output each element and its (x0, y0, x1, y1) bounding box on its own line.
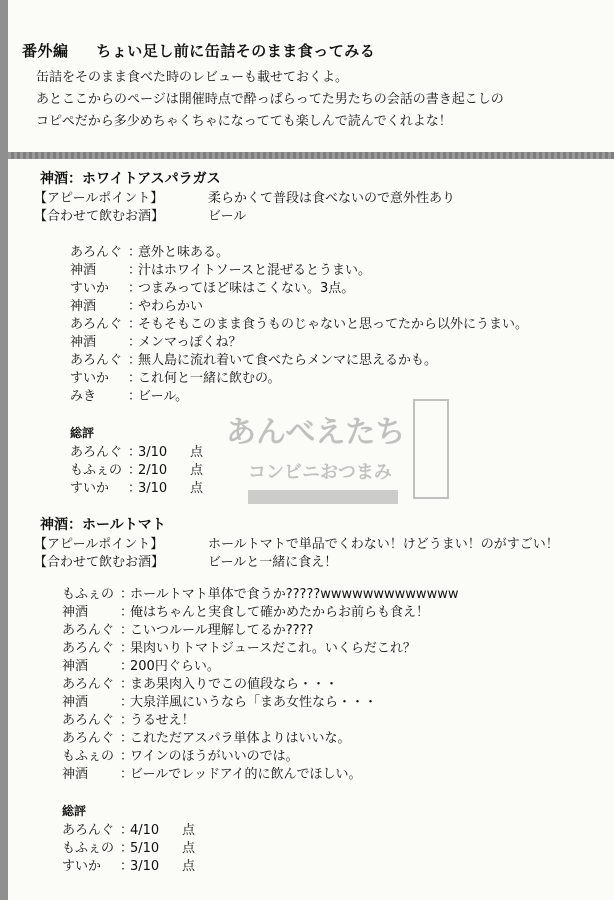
dialog-line (62, 586, 600, 604)
dialog-text: 大泉洋風にいうなら「まあ女性なら・・・ (130, 695, 378, 710)
dialog-text: 意外と味ある。 (138, 245, 230, 260)
intro-text (22, 67, 602, 133)
dialog-text: 200円ぐらい。 (130, 659, 220, 674)
intro-line: 缶詰をそのまま食べた時のレビューも載せておくよ。 (36, 70, 349, 85)
colon: ： (128, 335, 142, 350)
dialog-list (70, 244, 600, 406)
speaker-name: すいか (70, 371, 110, 386)
speaker-name: 神酒 (62, 605, 89, 620)
speaker-name: あろんぐ (62, 731, 115, 746)
dialog-line (62, 676, 600, 694)
drink-value: ビールと一緒に食え！ (208, 555, 338, 570)
title-text: ちょい足し前に缶詰そのまま食ってみる (96, 42, 376, 60)
dialog-line (62, 730, 600, 748)
colon: ： (128, 299, 142, 314)
speaker-name: もふぇの (62, 749, 115, 764)
header-section (22, 40, 602, 144)
dialog-line (62, 694, 600, 712)
score-title: 総評 (62, 804, 87, 818)
dialog-text: これ何と一緒に飲むの。 (138, 371, 281, 386)
score-unit: 点 (182, 823, 196, 838)
score-unit: 点 (190, 481, 204, 496)
speaker-name: もふぇの (62, 841, 115, 856)
speaker-name: すいか (62, 859, 102, 874)
dialog-text: 汁はホワイトソースと混ぜるとうまい。 (138, 263, 371, 278)
dialog-line (62, 748, 600, 766)
dialog-line (70, 352, 600, 370)
section-title: 神酒：ホールトマト (40, 517, 166, 533)
colon: ： (128, 445, 142, 460)
score-block (62, 802, 600, 876)
appeal-value: 柔らかくて普段は食べないので意外性あり (208, 191, 456, 206)
score-list (62, 822, 600, 876)
dialog-line (62, 640, 600, 658)
dialog-text: まあ果肉入りでこの値段なら・・・ (130, 677, 339, 692)
intro-line: あとここからのページは開催時点で酔っぱらってた男たちの会話の書き起こしの (36, 92, 504, 107)
dialog-text: つまみってほど味はこくない。3点。 (138, 281, 355, 296)
appeal-block (34, 536, 600, 572)
score-title: 総評 (70, 426, 95, 440)
score-row (70, 444, 600, 462)
drink-label: 【合わせて飲むお酒】 (34, 209, 165, 224)
dialog-text: メンマっぽくね？ (138, 335, 242, 350)
speaker-name: すいか (70, 481, 110, 496)
colon: ： (120, 587, 134, 602)
dialog-text: ワインのほうがいいのでは。 (130, 749, 299, 764)
dialog-line (70, 262, 600, 280)
dialog-text: 無人島に流れ着いて食べたらメンマに思えるかも。 (138, 353, 438, 368)
speaker-name: あろんぐ (62, 677, 115, 692)
stamp-logo-text: あんべえたち (226, 415, 406, 450)
score-row (62, 840, 600, 858)
dialog-text: ビールでレッドアイ的に飲んでほしい。 (130, 767, 362, 782)
speaker-name: 神酒 (70, 299, 97, 314)
dialog-line (62, 604, 600, 622)
colon: ： (128, 245, 142, 260)
colon: ： (128, 371, 142, 386)
dialog-line (70, 370, 600, 388)
dialog-list (62, 586, 600, 784)
speaker-name: 神酒 (70, 335, 97, 350)
colon: ： (120, 695, 134, 710)
speaker-name: 神酒 (62, 659, 89, 674)
speaker-name: あろんぐ (62, 823, 115, 838)
dialog-line (70, 316, 600, 334)
colon: ： (128, 389, 142, 404)
page-title (22, 40, 602, 61)
dialog-line (70, 298, 600, 316)
dialog-text: 俺はちゃんと実食して確かめたからお前らも食え！ (130, 605, 430, 620)
review-section-asparagus (30, 168, 600, 498)
score-unit: 点 (190, 445, 204, 460)
dialog-text: うるせえ！ (130, 713, 195, 728)
score-unit: 点 (190, 463, 204, 478)
speaker-name: あろんぐ (62, 623, 115, 638)
drink-label: 【合わせて飲むお酒】 (34, 555, 165, 570)
speaker-name: みき (70, 389, 97, 404)
colon: ： (128, 463, 142, 478)
document-page (8, 0, 614, 900)
colon: ： (120, 623, 134, 638)
dialog-line (70, 388, 600, 406)
appeal-label: 【アピールポイント】 (34, 191, 164, 206)
colon: ： (120, 823, 134, 838)
speaker-name: あろんぐ (70, 245, 123, 260)
review-section-tomato (30, 514, 600, 876)
speaker-name: 神酒 (62, 695, 89, 710)
colon: ： (120, 605, 134, 620)
colon: ： (120, 659, 134, 674)
colon: ： (120, 841, 134, 856)
speaker-name: 神酒 (70, 263, 97, 278)
colon: ： (120, 749, 134, 764)
score-block (70, 424, 600, 498)
dialog-line (62, 658, 600, 676)
score-value: 4/10 (130, 823, 160, 838)
appeal-label: 【アピールポイント】 (34, 537, 164, 552)
score-value: 3/10 (138, 445, 168, 460)
score-value: 5/10 (130, 841, 160, 856)
score-row (70, 462, 600, 480)
dialog-text: 果肉いりトマトジュースだこれ。いくらだこれ？ (130, 641, 416, 656)
stamp-subtitle: コンビニおつまみ (248, 462, 392, 483)
drink-value: ビール (208, 209, 247, 224)
colon: ： (120, 713, 134, 728)
score-value: 3/10 (130, 859, 160, 874)
dialog-line (62, 712, 600, 730)
colon: ： (128, 353, 142, 368)
dialog-text: ビール。 (138, 389, 189, 404)
score-value: 2/10 (138, 463, 168, 478)
colon: ： (128, 281, 142, 296)
colon: ： (120, 859, 134, 874)
appeal-block (34, 190, 600, 226)
section-title: 神酒：ホワイトアスパラガス (40, 171, 221, 187)
dialog-text: ホールトマト単体で食うか?????wwwwwwwwwwwww (130, 587, 459, 602)
colon: ： (128, 263, 142, 278)
score-unit: 点 (182, 859, 196, 874)
speaker-name: 神酒 (62, 767, 89, 782)
score-row (70, 480, 600, 498)
title-tag: 番外編 (22, 42, 69, 60)
score-row (62, 822, 600, 840)
colon: ： (120, 767, 134, 782)
dialog-line (70, 334, 600, 352)
colon: ： (120, 677, 134, 692)
dialog-line (70, 244, 600, 262)
speaker-name: あろんぐ (70, 317, 123, 332)
speaker-name: あろんぐ (70, 353, 123, 368)
intro-line: コピペだから多少めちゃくちゃになってても楽しんで読んでくれよな！ (36, 114, 452, 129)
score-unit: 点 (182, 841, 196, 856)
speaker-name: あろんぐ (70, 445, 123, 460)
colon: ： (128, 317, 142, 332)
dialog-text: これただアスパラ単体よりはいいな。 (130, 731, 351, 746)
dialog-line (62, 766, 600, 784)
appeal-value: ホールトマトで単品でくわない！けどうまい！のがすごい！ (208, 537, 559, 552)
speaker-name: もふぇの (70, 463, 123, 478)
dialog-text: そもそもこのまま食うものじゃないと思ってたから以外にうまい。 (138, 317, 529, 332)
dialog-text: やわらかい (138, 299, 204, 314)
speaker-name: あろんぐ (62, 641, 115, 656)
score-row (62, 858, 600, 876)
divider-bar (8, 152, 614, 159)
dialog-text: こいつルール理解してるか???? (130, 623, 314, 638)
speaker-name: すいか (70, 281, 110, 296)
score-list (70, 444, 600, 498)
colon: ： (128, 481, 142, 496)
dialog-line (62, 622, 600, 640)
dialog-line (70, 280, 600, 298)
speaker-name: もふぇの (62, 587, 115, 602)
speaker-name: あろんぐ (62, 713, 115, 728)
colon: ： (120, 641, 134, 656)
colon: ： (120, 731, 134, 746)
score-value: 3/10 (138, 481, 168, 496)
